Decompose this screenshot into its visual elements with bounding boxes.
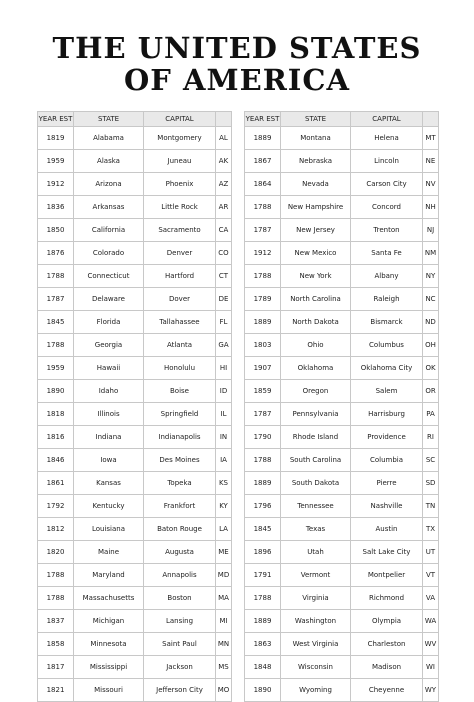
state-cell: Hawaii xyxy=(74,357,144,380)
state-cell: Pennsylvania xyxy=(281,403,351,426)
abbreviation-cell: WA xyxy=(423,610,439,633)
capital-cell: Juneau xyxy=(144,150,216,173)
state-cell: Montana xyxy=(281,127,351,150)
capital-cell: Olympia xyxy=(351,610,423,633)
year-est-cell: 1837 xyxy=(38,610,74,633)
year-est-cell: 1788 xyxy=(38,587,74,610)
capital-cell: Bismarck xyxy=(351,311,423,334)
abbreviation-cell: SD xyxy=(423,472,439,495)
capital-cell: Saint Paul xyxy=(144,633,216,656)
table-row xyxy=(245,173,439,196)
capital-cell: Oklahoma City xyxy=(351,357,423,380)
year-est-cell: 1803 xyxy=(245,334,281,357)
header-state: STATE xyxy=(74,112,144,127)
year-est-cell: 1846 xyxy=(38,449,74,472)
capital-cell: Lincoln xyxy=(351,150,423,173)
year-est-cell: 1845 xyxy=(245,518,281,541)
year-est-cell: 1848 xyxy=(245,656,281,679)
state-cell: Arizona xyxy=(74,173,144,196)
table-row xyxy=(38,242,232,265)
abbreviation-cell: NE xyxy=(423,150,439,173)
state-cell: Maine xyxy=(74,541,144,564)
capital-cell: Richmond xyxy=(351,587,423,610)
year-est-cell: 1792 xyxy=(38,495,74,518)
abbreviation-cell: MA xyxy=(216,587,232,610)
capital-cell: Boston xyxy=(144,587,216,610)
year-est-cell: 1867 xyxy=(245,150,281,173)
state-cell: Louisiana xyxy=(74,518,144,541)
table-row xyxy=(38,610,232,633)
table-row xyxy=(245,403,439,426)
abbreviation-cell: OH xyxy=(423,334,439,357)
capital-cell: Topeka xyxy=(144,472,216,495)
header-capital: CAPITAL xyxy=(144,112,216,127)
abbreviation-cell: TN xyxy=(423,495,439,518)
capital-cell: Carson City xyxy=(351,173,423,196)
year-est-cell: 1788 xyxy=(245,587,281,610)
abbreviation-cell: MS xyxy=(216,656,232,679)
abbreviation-cell: MO xyxy=(216,679,232,702)
table-row xyxy=(38,265,232,288)
table-row xyxy=(245,541,439,564)
year-est-cell: 1845 xyxy=(38,311,74,334)
abbreviation-cell: AL xyxy=(216,127,232,150)
capital-cell: Indianapolis xyxy=(144,426,216,449)
year-est-cell: 1789 xyxy=(245,288,281,311)
state-cell: Mississippi xyxy=(74,656,144,679)
abbreviation-cell: AK xyxy=(216,150,232,173)
table-row xyxy=(38,587,232,610)
capital-cell: Montgomery xyxy=(144,127,216,150)
capital-cell: Baton Rouge xyxy=(144,518,216,541)
abbreviation-cell: ND xyxy=(423,311,439,334)
table-row xyxy=(38,633,232,656)
abbreviation-cell: UT xyxy=(423,541,439,564)
table-row xyxy=(245,564,439,587)
abbreviation-cell: TX xyxy=(423,518,439,541)
table-row xyxy=(38,656,232,679)
year-est-cell: 1787 xyxy=(38,288,74,311)
year-est-cell: 1812 xyxy=(38,518,74,541)
capital-cell: Salem xyxy=(351,380,423,403)
abbreviation-cell: CA xyxy=(216,219,232,242)
capital-cell: Springfield xyxy=(144,403,216,426)
state-cell: Michigan xyxy=(74,610,144,633)
capital-cell: Annapolis xyxy=(144,564,216,587)
capital-cell: Providence xyxy=(351,426,423,449)
capital-cell: Frankfort xyxy=(144,495,216,518)
table-header-row xyxy=(38,112,232,127)
abbreviation-cell: AZ xyxy=(216,173,232,196)
capital-cell: Salt Lake City xyxy=(351,541,423,564)
header-abbreviation xyxy=(423,112,439,127)
state-cell: Indiana xyxy=(74,426,144,449)
year-est-cell: 1876 xyxy=(38,242,74,265)
year-est-cell: 1912 xyxy=(38,173,74,196)
year-est-cell: 1858 xyxy=(38,633,74,656)
year-est-cell: 1889 xyxy=(245,472,281,495)
year-est-cell: 1889 xyxy=(245,127,281,150)
abbreviation-cell: KS xyxy=(216,472,232,495)
year-est-cell: 1907 xyxy=(245,357,281,380)
abbreviation-cell: IL xyxy=(216,403,232,426)
state-cell: New Jersey xyxy=(281,219,351,242)
state-cell: Utah xyxy=(281,541,351,564)
table-row xyxy=(245,472,439,495)
year-est-cell: 1850 xyxy=(38,219,74,242)
table-row xyxy=(38,288,232,311)
table-row xyxy=(245,357,439,380)
table-row xyxy=(245,426,439,449)
state-cell: Tennessee xyxy=(281,495,351,518)
table-row xyxy=(245,610,439,633)
table-row xyxy=(245,196,439,219)
capital-cell: Trenton xyxy=(351,219,423,242)
capital-cell: Columbia xyxy=(351,449,423,472)
table-row xyxy=(38,403,232,426)
year-est-cell: 1818 xyxy=(38,403,74,426)
capital-cell: Madison xyxy=(351,656,423,679)
year-est-cell: 1820 xyxy=(38,541,74,564)
table-row xyxy=(245,311,439,334)
capital-cell: Atlanta xyxy=(144,334,216,357)
year-est-cell: 1796 xyxy=(245,495,281,518)
state-cell: Connecticut xyxy=(74,265,144,288)
capital-cell: Little Rock xyxy=(144,196,216,219)
year-est-cell: 1959 xyxy=(38,357,74,380)
state-cell: Washington xyxy=(281,610,351,633)
state-cell: Florida xyxy=(74,311,144,334)
state-cell: Wisconsin xyxy=(281,656,351,679)
right-table-body xyxy=(245,127,439,702)
capital-cell: Concord xyxy=(351,196,423,219)
capital-cell: Jackson xyxy=(144,656,216,679)
table-row xyxy=(38,311,232,334)
abbreviation-cell: KY xyxy=(216,495,232,518)
state-cell: North Dakota xyxy=(281,311,351,334)
table-row xyxy=(38,173,232,196)
state-cell: Virginia xyxy=(281,587,351,610)
year-est-cell: 1788 xyxy=(245,196,281,219)
abbreviation-cell: OR xyxy=(423,380,439,403)
table-row xyxy=(245,150,439,173)
capital-cell: Lansing xyxy=(144,610,216,633)
year-est-cell: 1836 xyxy=(38,196,74,219)
header-capital: CAPITAL xyxy=(351,112,423,127)
year-est-cell: 1896 xyxy=(245,541,281,564)
left-table-body xyxy=(38,127,232,702)
table-row xyxy=(38,564,232,587)
state-cell: Wyoming xyxy=(281,679,351,702)
capital-cell: Hartford xyxy=(144,265,216,288)
year-est-cell: 1787 xyxy=(245,219,281,242)
abbreviation-cell: NH xyxy=(423,196,439,219)
capital-cell: Charleston xyxy=(351,633,423,656)
table-row xyxy=(38,380,232,403)
state-cell: Nebraska xyxy=(281,150,351,173)
state-cell: Nevada xyxy=(281,173,351,196)
abbreviation-cell: NC xyxy=(423,288,439,311)
state-cell: Ohio xyxy=(281,334,351,357)
capital-cell: Dover xyxy=(144,288,216,311)
state-cell: Idaho xyxy=(74,380,144,403)
state-cell: California xyxy=(74,219,144,242)
abbreviation-cell: NY xyxy=(423,265,439,288)
abbreviation-cell: FL xyxy=(216,311,232,334)
abbreviation-cell: AR xyxy=(216,196,232,219)
table-row xyxy=(38,357,232,380)
year-est-cell: 1788 xyxy=(245,265,281,288)
abbreviation-cell: LA xyxy=(216,518,232,541)
capital-cell: Phoenix xyxy=(144,173,216,196)
abbreviation-cell: WV xyxy=(423,633,439,656)
abbreviation-cell: MT xyxy=(423,127,439,150)
table-row xyxy=(245,334,439,357)
state-cell: Delaware xyxy=(74,288,144,311)
state-cell: Maryland xyxy=(74,564,144,587)
state-cell: Kansas xyxy=(74,472,144,495)
year-est-cell: 1788 xyxy=(38,334,74,357)
abbreviation-cell: ME xyxy=(216,541,232,564)
capital-cell: Sacramento xyxy=(144,219,216,242)
table-row xyxy=(245,127,439,150)
abbreviation-cell: MI xyxy=(216,610,232,633)
table-row xyxy=(245,633,439,656)
page-title-line-2: OF AMERICA xyxy=(124,63,350,97)
state-cell: Texas xyxy=(281,518,351,541)
table-row xyxy=(245,587,439,610)
capital-cell: Columbus xyxy=(351,334,423,357)
table-row xyxy=(245,380,439,403)
state-cell: New Mexico xyxy=(281,242,351,265)
table-row xyxy=(38,518,232,541)
table-row xyxy=(38,426,232,449)
state-cell: Alaska xyxy=(74,150,144,173)
abbreviation-cell: PA xyxy=(423,403,439,426)
year-est-cell: 1863 xyxy=(245,633,281,656)
capital-cell: Honolulu xyxy=(144,357,216,380)
abbreviation-cell: WY xyxy=(423,679,439,702)
state-cell: Illinois xyxy=(74,403,144,426)
table-row xyxy=(38,472,232,495)
capital-cell: Tallahassee xyxy=(144,311,216,334)
capital-cell: Augusta xyxy=(144,541,216,564)
states-table-right xyxy=(244,111,439,702)
year-est-cell: 1788 xyxy=(38,265,74,288)
header-abbreviation xyxy=(216,112,232,127)
state-cell: Arkansas xyxy=(74,196,144,219)
state-cell: Kentucky xyxy=(74,495,144,518)
abbreviation-cell: GA xyxy=(216,334,232,357)
table-row xyxy=(38,219,232,242)
abbreviation-cell: HI xyxy=(216,357,232,380)
table-row xyxy=(38,449,232,472)
table-row xyxy=(38,679,232,702)
abbreviation-cell: IN xyxy=(216,426,232,449)
year-est-cell: 1787 xyxy=(245,403,281,426)
capital-cell: Austin xyxy=(351,518,423,541)
year-est-cell: 1859 xyxy=(245,380,281,403)
state-cell: North Carolina xyxy=(281,288,351,311)
year-est-cell: 1817 xyxy=(38,656,74,679)
capital-cell: Jefferson City xyxy=(144,679,216,702)
abbreviation-cell: VT xyxy=(423,564,439,587)
table-row xyxy=(245,449,439,472)
abbreviation-cell: WI xyxy=(423,656,439,679)
table-row xyxy=(245,288,439,311)
year-est-cell: 1889 xyxy=(245,311,281,334)
table-row xyxy=(38,150,232,173)
table-row xyxy=(38,495,232,518)
capital-cell: Pierre xyxy=(351,472,423,495)
table-row xyxy=(245,679,439,702)
year-est-cell: 1788 xyxy=(38,564,74,587)
year-est-cell: 1791 xyxy=(245,564,281,587)
abbreviation-cell: ID xyxy=(216,380,232,403)
abbreviation-cell: CO xyxy=(216,242,232,265)
table-row xyxy=(245,219,439,242)
table-row xyxy=(245,495,439,518)
state-cell: Vermont xyxy=(281,564,351,587)
table-row xyxy=(245,656,439,679)
states-table-left xyxy=(37,111,232,702)
capital-cell: Montpelier xyxy=(351,564,423,587)
state-cell: Colorado xyxy=(74,242,144,265)
abbreviation-cell: MD xyxy=(216,564,232,587)
year-est-cell: 1959 xyxy=(38,150,74,173)
capital-cell: Helena xyxy=(351,127,423,150)
state-cell: Iowa xyxy=(74,449,144,472)
table-row xyxy=(38,541,232,564)
year-est-cell: 1889 xyxy=(245,610,281,633)
year-est-cell: 1890 xyxy=(245,679,281,702)
table-row xyxy=(38,334,232,357)
abbreviation-cell: NM xyxy=(423,242,439,265)
capital-cell: Cheyenne xyxy=(351,679,423,702)
capital-cell: Denver xyxy=(144,242,216,265)
year-est-cell: 1864 xyxy=(245,173,281,196)
header-state: STATE xyxy=(281,112,351,127)
year-est-cell: 1912 xyxy=(245,242,281,265)
header-year-est: YEAR EST xyxy=(245,112,281,127)
abbreviation-cell: NJ xyxy=(423,219,439,242)
year-est-cell: 1861 xyxy=(38,472,74,495)
table-row xyxy=(38,127,232,150)
state-cell: Georgia xyxy=(74,334,144,357)
year-est-cell: 1819 xyxy=(38,127,74,150)
capital-cell: Santa Fe xyxy=(351,242,423,265)
capital-cell: Nashville xyxy=(351,495,423,518)
state-cell: Missouri xyxy=(74,679,144,702)
table-row xyxy=(245,265,439,288)
page-title-line-1: THE UNITED STATES xyxy=(52,31,422,65)
header-year-est: YEAR EST xyxy=(38,112,74,127)
state-cell: Minnesota xyxy=(74,633,144,656)
year-est-cell: 1790 xyxy=(245,426,281,449)
capital-cell: Des Moines xyxy=(144,449,216,472)
abbreviation-cell: OK xyxy=(423,357,439,380)
state-cell: West Virginia xyxy=(281,633,351,656)
table-row xyxy=(245,518,439,541)
abbreviation-cell: DE xyxy=(216,288,232,311)
table-row xyxy=(38,196,232,219)
capital-cell: Albany xyxy=(351,265,423,288)
abbreviation-cell: MN xyxy=(216,633,232,656)
abbreviation-cell: RI xyxy=(423,426,439,449)
state-cell: Rhode Island xyxy=(281,426,351,449)
year-est-cell: 1788 xyxy=(245,449,281,472)
year-est-cell: 1821 xyxy=(38,679,74,702)
state-cell: Oregon xyxy=(281,380,351,403)
state-cell: South Dakota xyxy=(281,472,351,495)
capital-cell: Boise xyxy=(144,380,216,403)
state-cell: New Hampshire xyxy=(281,196,351,219)
table-header-row xyxy=(245,112,439,127)
abbreviation-cell: SC xyxy=(423,449,439,472)
table-row xyxy=(245,242,439,265)
abbreviation-cell: VA xyxy=(423,587,439,610)
year-est-cell: 1816 xyxy=(38,426,74,449)
state-cell: Alabama xyxy=(74,127,144,150)
capital-cell: Raleigh xyxy=(351,288,423,311)
state-cell: Massachusetts xyxy=(74,587,144,610)
state-cell: New York xyxy=(281,265,351,288)
abbreviation-cell: NV xyxy=(423,173,439,196)
abbreviation-cell: CT xyxy=(216,265,232,288)
state-cell: Oklahoma xyxy=(281,357,351,380)
state-cell: South Carolina xyxy=(281,449,351,472)
abbreviation-cell: IA xyxy=(216,449,232,472)
capital-cell: Harrisburg xyxy=(351,403,423,426)
year-est-cell: 1890 xyxy=(38,380,74,403)
